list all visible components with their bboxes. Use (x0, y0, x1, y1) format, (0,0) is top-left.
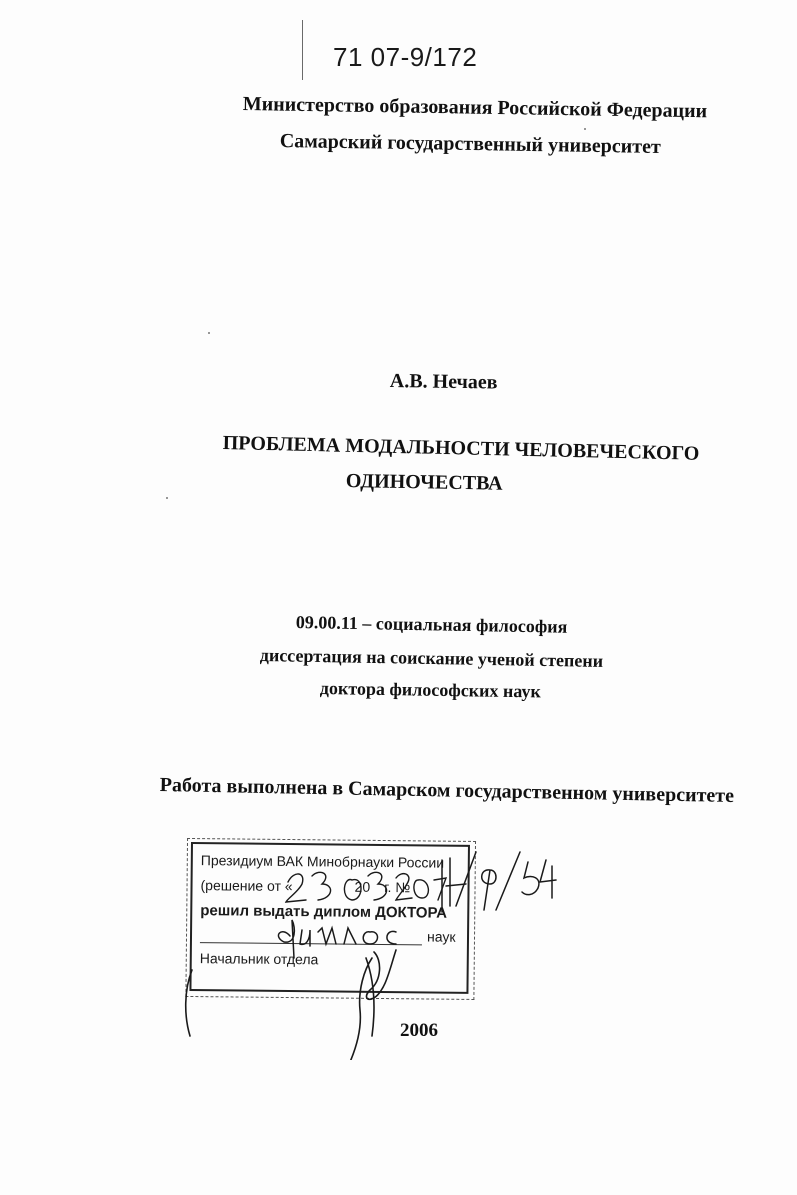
stamp-decision-prefix: (решение от « (200, 877, 293, 895)
author-name: А.В. Нечаев (389, 370, 498, 394)
scan-speck (166, 497, 168, 499)
stamp-date-blank (293, 891, 355, 892)
archive-code: 71 07-9/172 (333, 42, 478, 72)
scan-artifact-line (302, 20, 303, 80)
scan-speck (208, 332, 210, 334)
dissertation-title-line2: ОДИНОЧЕСТВА (345, 470, 503, 495)
stamp-line-presidium: Президиум ВАК Минобрнауки России (200, 852, 445, 871)
stamp-line-decision (200, 877, 410, 895)
scan-speck (584, 128, 586, 130)
ministry-heading: Министерство образования Российской Федерации (242, 93, 708, 123)
specialty-code: 09.00.11 – социальная философия (295, 612, 568, 637)
institution-statement: Работа выполнена в Самарском государственном университете (159, 774, 735, 808)
stamp-year-prefix: 20 (354, 878, 371, 895)
degree-description: диссертация на соискание ученой степени (259, 645, 604, 671)
stamp-number-label: г. № (384, 879, 411, 896)
dissertation-title-line1: ПРОБЛЕМА МОДАЛЬНОСТИ ЧЕЛОВЕЧЕСКОГО (222, 432, 700, 465)
stamp-line-science: наук (426, 928, 456, 945)
science-field: доктора философских наук (319, 678, 542, 702)
vak-stamp (189, 842, 470, 994)
university-heading: Самарский государственный университет (279, 130, 661, 158)
stamp-line-head: Начальник отдела (199, 950, 319, 968)
publication-year: 2006 (400, 1020, 438, 1041)
stamp-line-diploma: решил выдать диплом ДОКТОРА (200, 902, 448, 922)
